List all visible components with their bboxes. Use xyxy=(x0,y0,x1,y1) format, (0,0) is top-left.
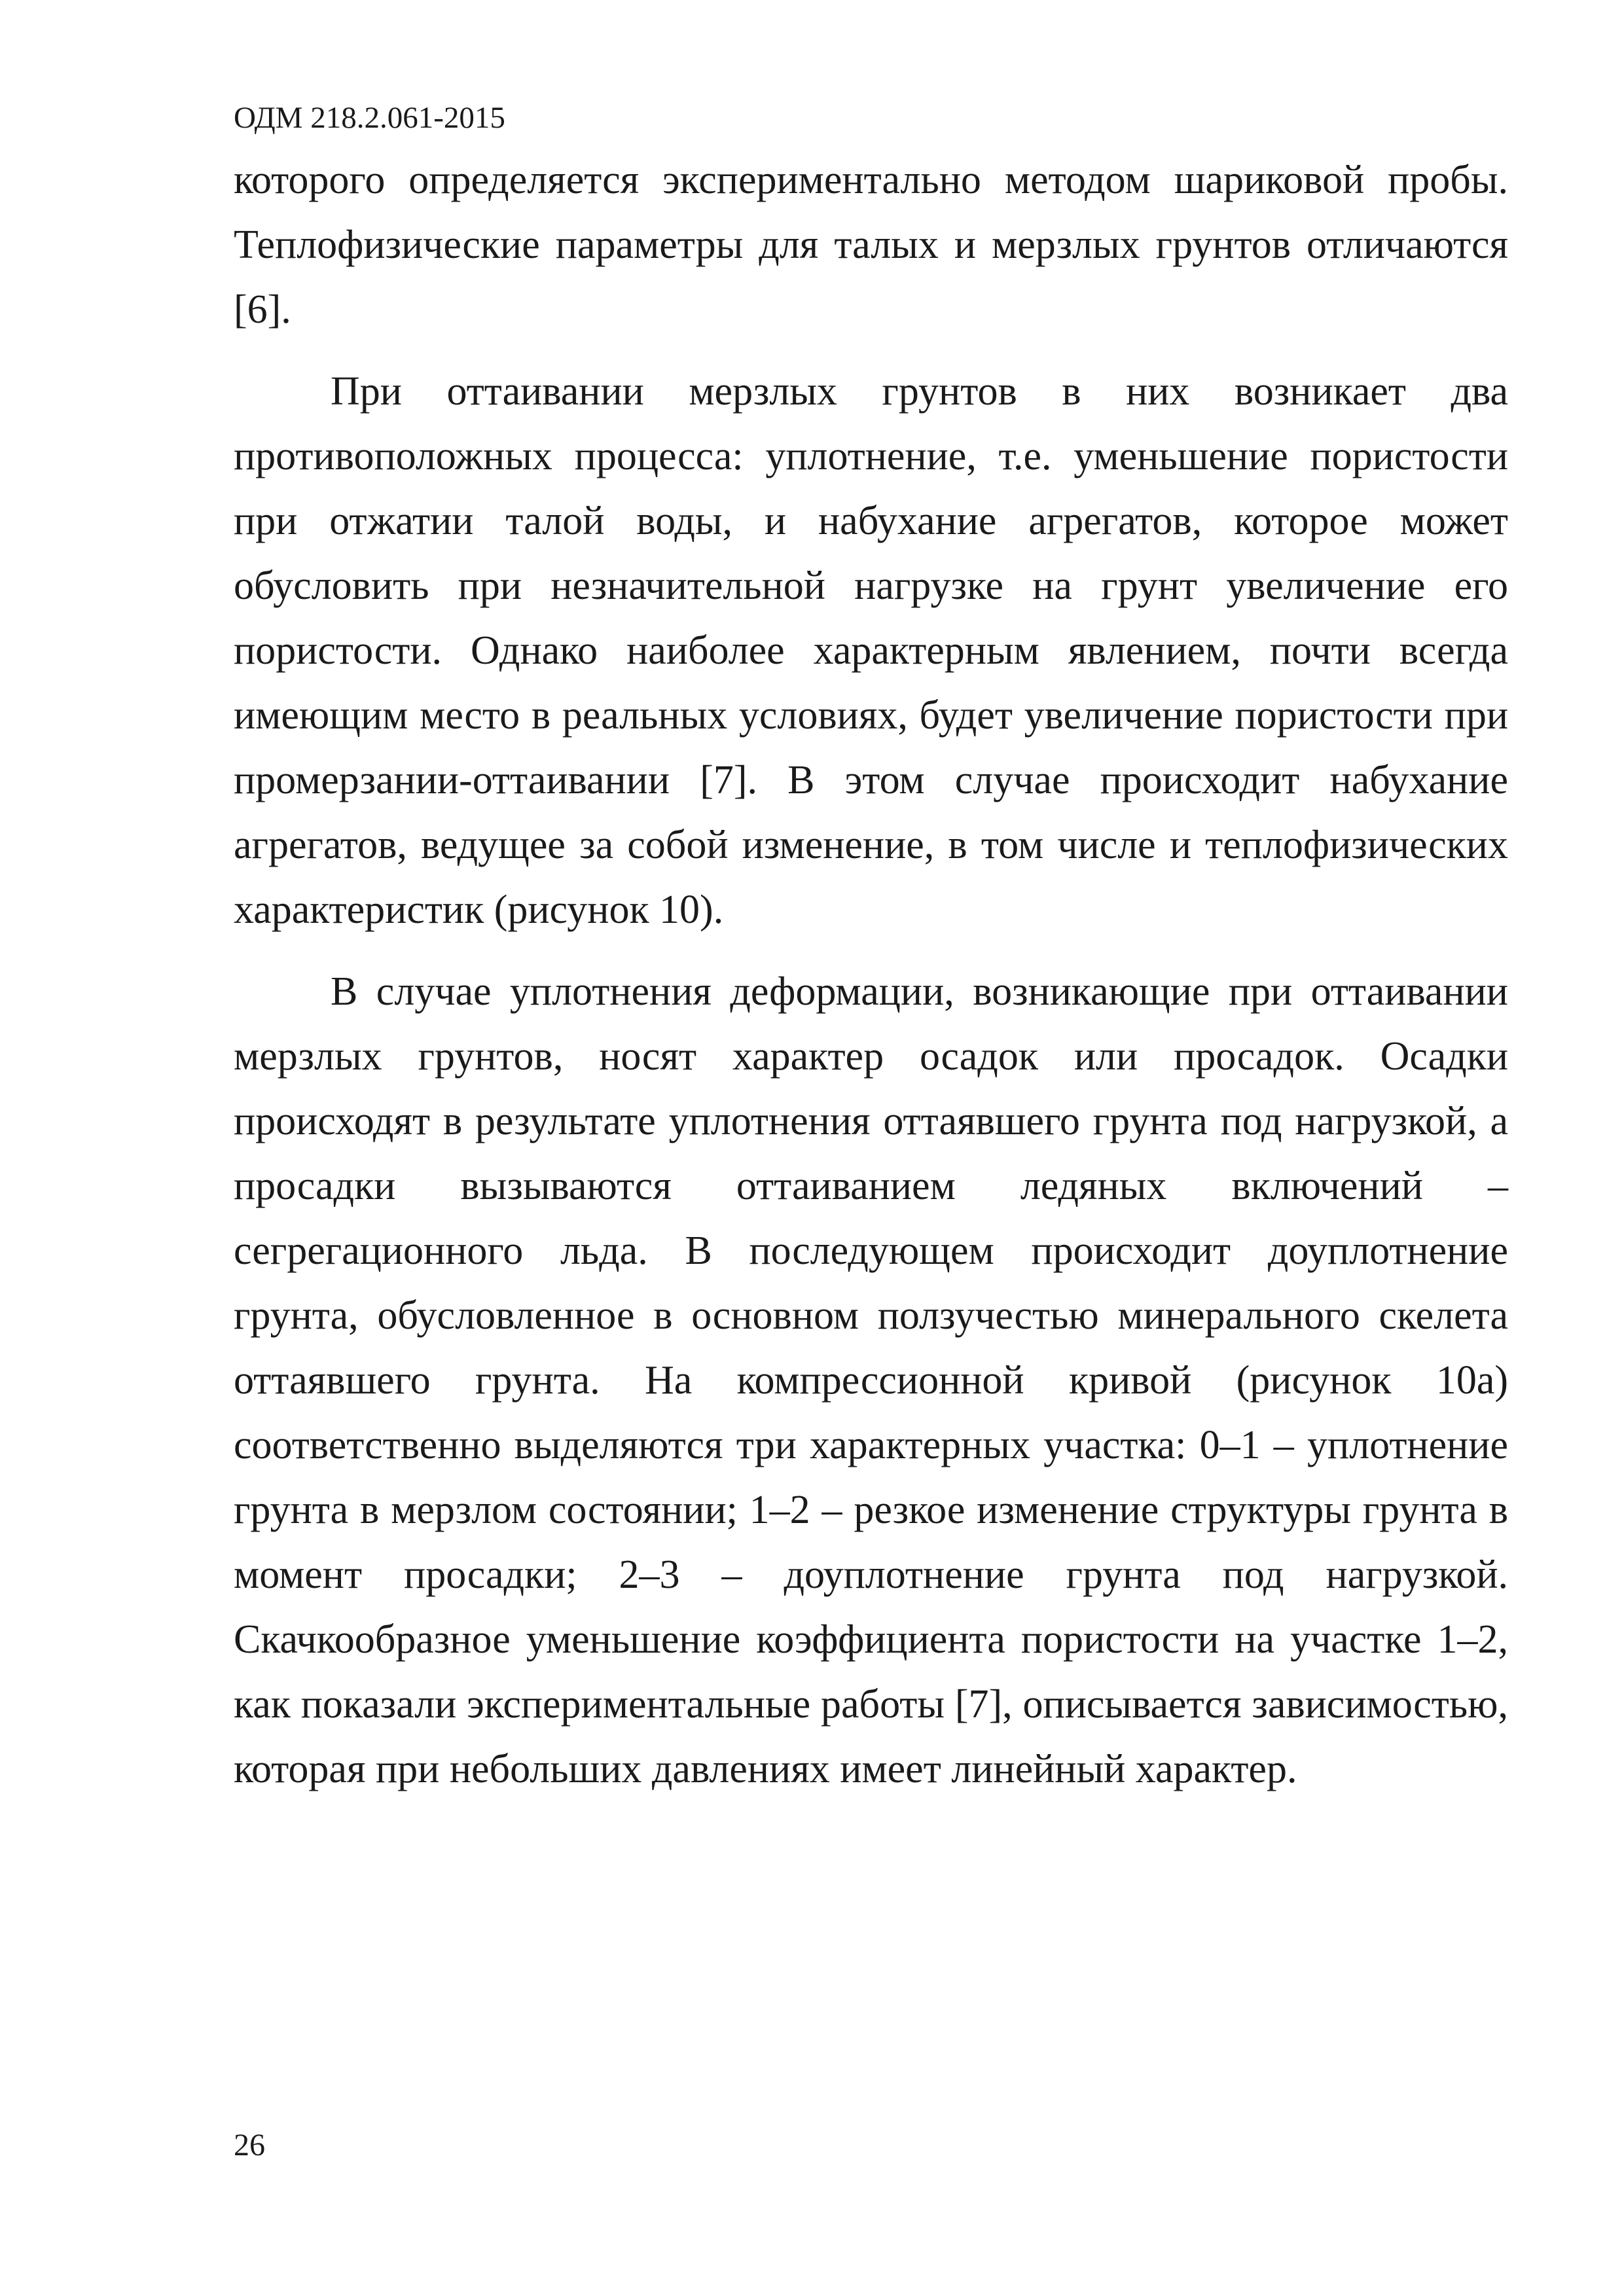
paragraph-thawing-processes: При оттаивании мерзлых грунтов в них возникает два противоположных процесса: уплотнение, т.е. уменьшение пористости при отжатии талой воды, и набухание агрегатов, которое может обусловить при незначительной нагрузке на грунт увеличение его пористости. Однако наиболее характерным явлением, почти всегда имеющим место в реальных условиях, будет увеличение пористости при промерзании-оттаивании [7]. В этом случае происходит набухание агрегатов, ведущее за собой изменение, в том числе и теплофизических характеристик (рисунок 10). xyxy=(234,369,1508,932)
document-code-header: ОДМ 218.2.061-2015 xyxy=(234,101,505,135)
body-text xyxy=(234,148,1508,1819)
paragraph-compaction-deformations: В случае уплотнения деформации, возникающие при оттаивании мерзлых грунтов, носят характер осадок или просадок. Осадки происходят в результате уплотнения оттаявшего грунта под нагрузкой, а просадки вызываются оттаиванием ледяных включений – сегрегационного льда. В последующем происходит доуплотнение грунта, обусловленное в основном ползучестью минерального скелета оттаявшего грунта. На компрессионной кривой (рисунок 10а) соответственно выделяются три характерных участка: 0–1 – уплотнение грунта в мерзлом состоянии; 1–2 – резкое изменение структуры грунта в момент просадки; 2–3 – доуплотнение грунта под нагрузкой. Скачкообразное уменьшение коэффициента пористости на участке 1–2, как показали экспериментальные работы [7], описывается зависимостью, которая при небольших давлениях имеет линейный характер. xyxy=(234,969,1508,1791)
page-number: 26 xyxy=(234,2128,265,2162)
paragraph-continuation: которого определяется экспериментально методом шариковой пробы. Теплофизические параметры для талых и мерзлых грунтов отличаются [6]. xyxy=(234,158,1508,332)
